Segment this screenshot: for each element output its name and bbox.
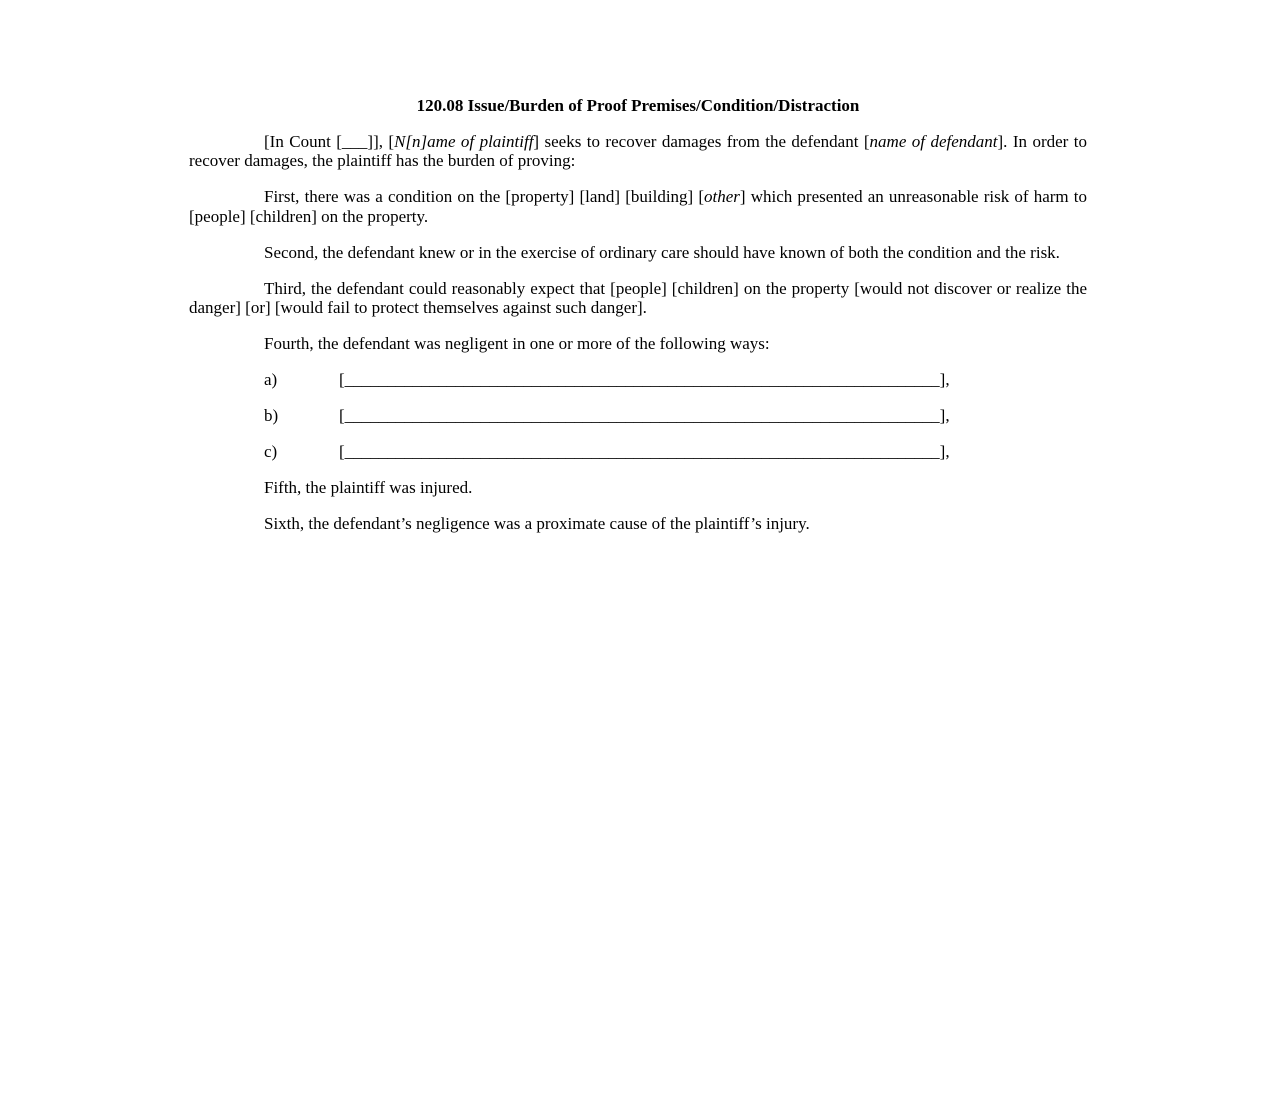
list-item-b-label: b) bbox=[264, 406, 279, 425]
text-block bbox=[189, 96, 1087, 550]
intro-defendant-placeholder: name of defendant bbox=[869, 131, 998, 151]
first-text-2: ] which presented an unreasonable risk of harm to [people] [children] on the property. bbox=[189, 187, 1088, 226]
paragraph-sixth: Sixth, the defendant’s negligence was a proximate cause of the plaintiff’s injury. bbox=[264, 514, 810, 533]
intro-text-2: ] seeks to recover damages from the defendant [ bbox=[533, 131, 870, 151]
intro-plaintiff-placeholder: N[n]ame of plaintiff bbox=[394, 131, 534, 151]
paragraph-intro bbox=[189, 132, 1087, 171]
paragraph-fifth: Fifth, the plaintiff was injured. bbox=[264, 478, 473, 497]
intro-text-3: ]. In order to recover damages, the plaintiff has the burden of proving: bbox=[189, 131, 1087, 170]
list-item-a bbox=[189, 370, 1087, 390]
list-item-c bbox=[189, 442, 1087, 462]
paragraph-second: Second, the defendant knew or in the exercise of ordinary care should have known of both the condition and the risk. bbox=[264, 242, 1060, 262]
list-item-a-label: a) bbox=[264, 370, 278, 389]
paragraph-first bbox=[189, 187, 1087, 226]
list-item-a-blank: [______________________________________________________________________], bbox=[339, 370, 950, 389]
paragraph-third: Third, the defendant could reasonably expect that [people] [children] on the property [would not discover or realize the danger] [or] [would fail to protect themselves against such danger]. bbox=[189, 278, 1087, 317]
first-other-placeholder: other bbox=[704, 187, 740, 206]
list-item-b bbox=[189, 406, 1087, 426]
document-title: 120.08 Issue/Burden of Proof Premises/Condition/Distraction bbox=[416, 96, 860, 115]
list-item-b-blank: [______________________________________________________________________], bbox=[339, 406, 950, 425]
list-item-c-label: c) bbox=[264, 442, 278, 461]
intro-text-1: [In Count [___]], [ bbox=[264, 131, 395, 151]
paragraph-fourth: Fourth, the defendant was negligent in one or more of the following ways: bbox=[264, 334, 770, 353]
first-text-1: First, there was a condition on the [property] [land] [building] [ bbox=[264, 187, 705, 206]
list-item-c-blank: [______________________________________________________________________], bbox=[339, 442, 950, 461]
